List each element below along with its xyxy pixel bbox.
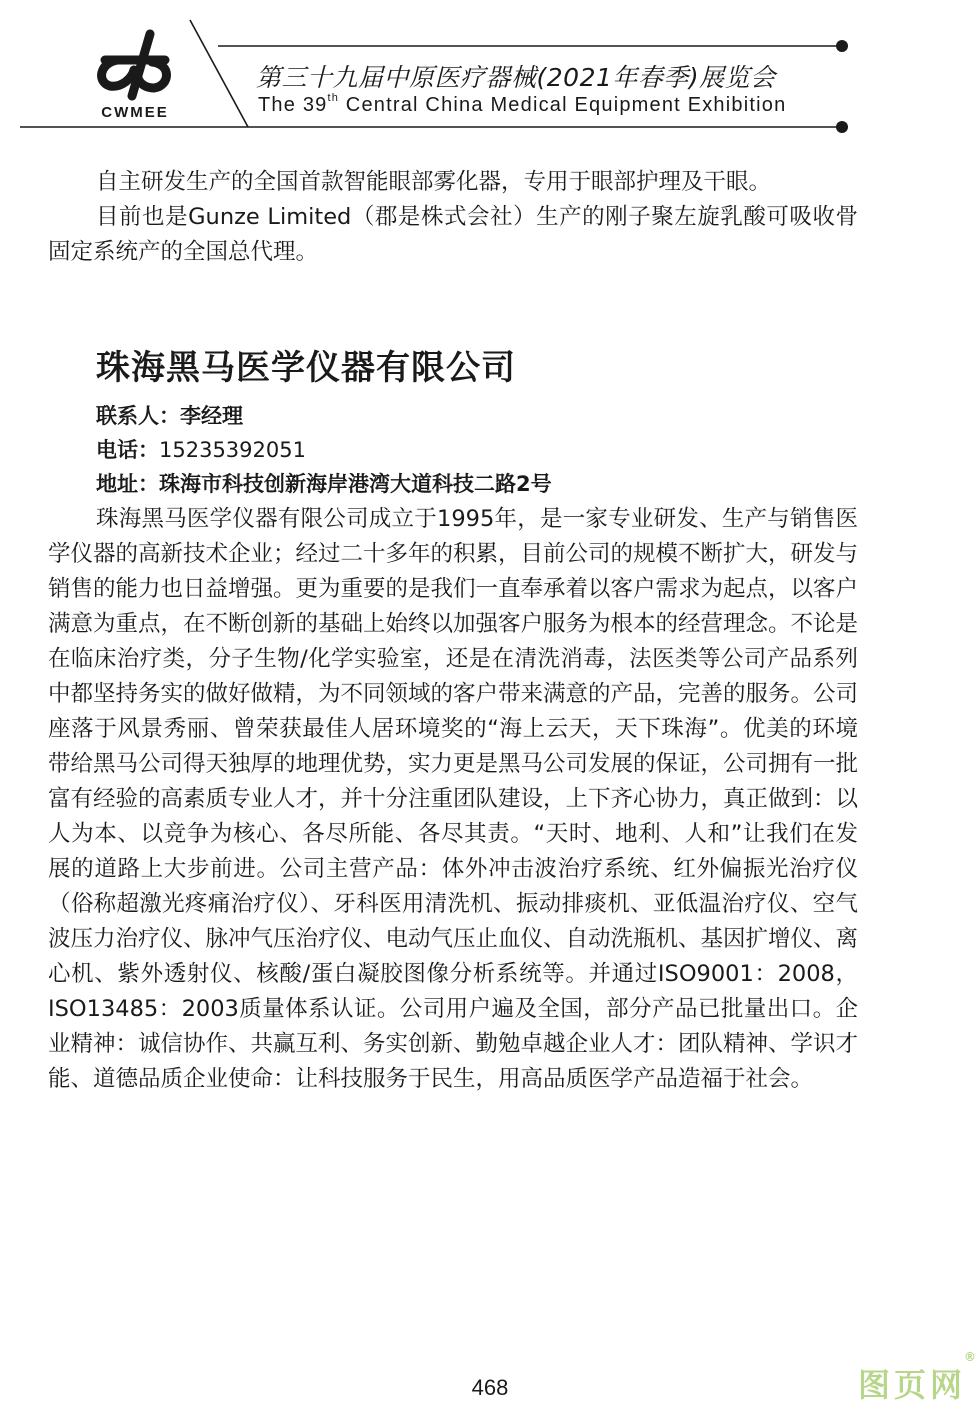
contact-line [96,400,243,430]
intro-paragraph-2: 目前也是Gunze Limited（郡是株式会社）生产的刚子聚左旋乳酸可吸收骨固定系统产的全国总代理。 [48,204,858,265]
address-line [96,468,552,498]
exhibition-title-en [258,94,786,117]
exhibition-title-cn: 第三十九届中原医疗器械(2021年春季)展览会 [256,63,776,92]
company-description: 珠海黑马医学仪器有限公司成立于1995年，是一家专业研发、生产与销售医学仪器的高新技术企业；经过二十多年的积累，目前公司的规模不断扩大，研发与销售的能力也日益增强。更为重要的是我们一直奉承着以客户需求为起点，以客户满意为重点，在不断创新的基础上始终以加强客户服务为根本的经营理念。不论是在临床治疗类，分子生物/化学实验室，还是在清洗消毒，法医类等公司产品系列中都坚持务实的做好做精，为不同领域的客户带来满意的产品，完善的服务。公司座落于风景秀丽、曾荣获最佳人居环境奖的“海上云天，天下珠海”。优美的环境带给黑马公司得天独厚的地理优势，实力更是黑马公司发展的保证，公司拥有一批富有经验的高素质专业人才，并十分注重团队建设，上下齐心协力，真正做到：以人为本、以竞争为核心、各尽所能、各尽其责。“天时、地利、人和”让我们在发展的道路上大步前进。公司主营产品：体外冲击波治疗系统、红外偏振光治疗仪（俗称超激光疼痛治疗仪）、牙科医用清洗机、振动排痰机、亚低温治疗仪、空气波压力治疗仪、脉冲气压治疗仪、电动气压止血仪、自动洗瓶机、基因扩增仪、离心机、紫外透射仪、核酸/蛋白凝胶图像分析系统等。并通过ISO9001：2008，ISO13485：2003质量体系认证。公司用户遍及全国，部分产品已批量出口。企业精神：诚信协作、共赢互利、务实创新、勤勉卓越企业人才：团队精神、学识才能、道德品质企业使命：让科技服务于民生，用高品质医学产品造福于社会。 [48,506,859,1092]
registered-mark-icon: ® [964,1350,977,1364]
address-value: 珠海市科技创新海岸港湾大道科技二路2号 [159,472,552,496]
cwmee-logo-icon [102,34,167,96]
logo-text: CWMEE [101,104,169,121]
phone-line [96,434,306,464]
watermark-logo [858,1350,977,1406]
contact-value: 李经理 [180,404,243,428]
title-en-post: Central China Medical Equipment Exhibition [339,94,787,116]
title-en-pre: The 39 [258,94,328,116]
phone-value: 15235392051 [159,438,306,462]
title-en-sup: th [327,92,340,105]
contact-label: 联系人： [96,404,180,428]
page-number: 468 [471,1375,509,1400]
page-header [0,0,980,140]
address-label: 地址： [96,472,159,496]
watermark-text: 图页网 [858,1366,967,1404]
intro-paragraph-1: 自主研发生产的全国首款智能眼部雾化器，专用于眼部护理及干眼。 [96,169,772,195]
phone-label: 电话： [96,438,159,462]
company-name: 珠海黑马医学仪器有限公司 [96,348,516,388]
